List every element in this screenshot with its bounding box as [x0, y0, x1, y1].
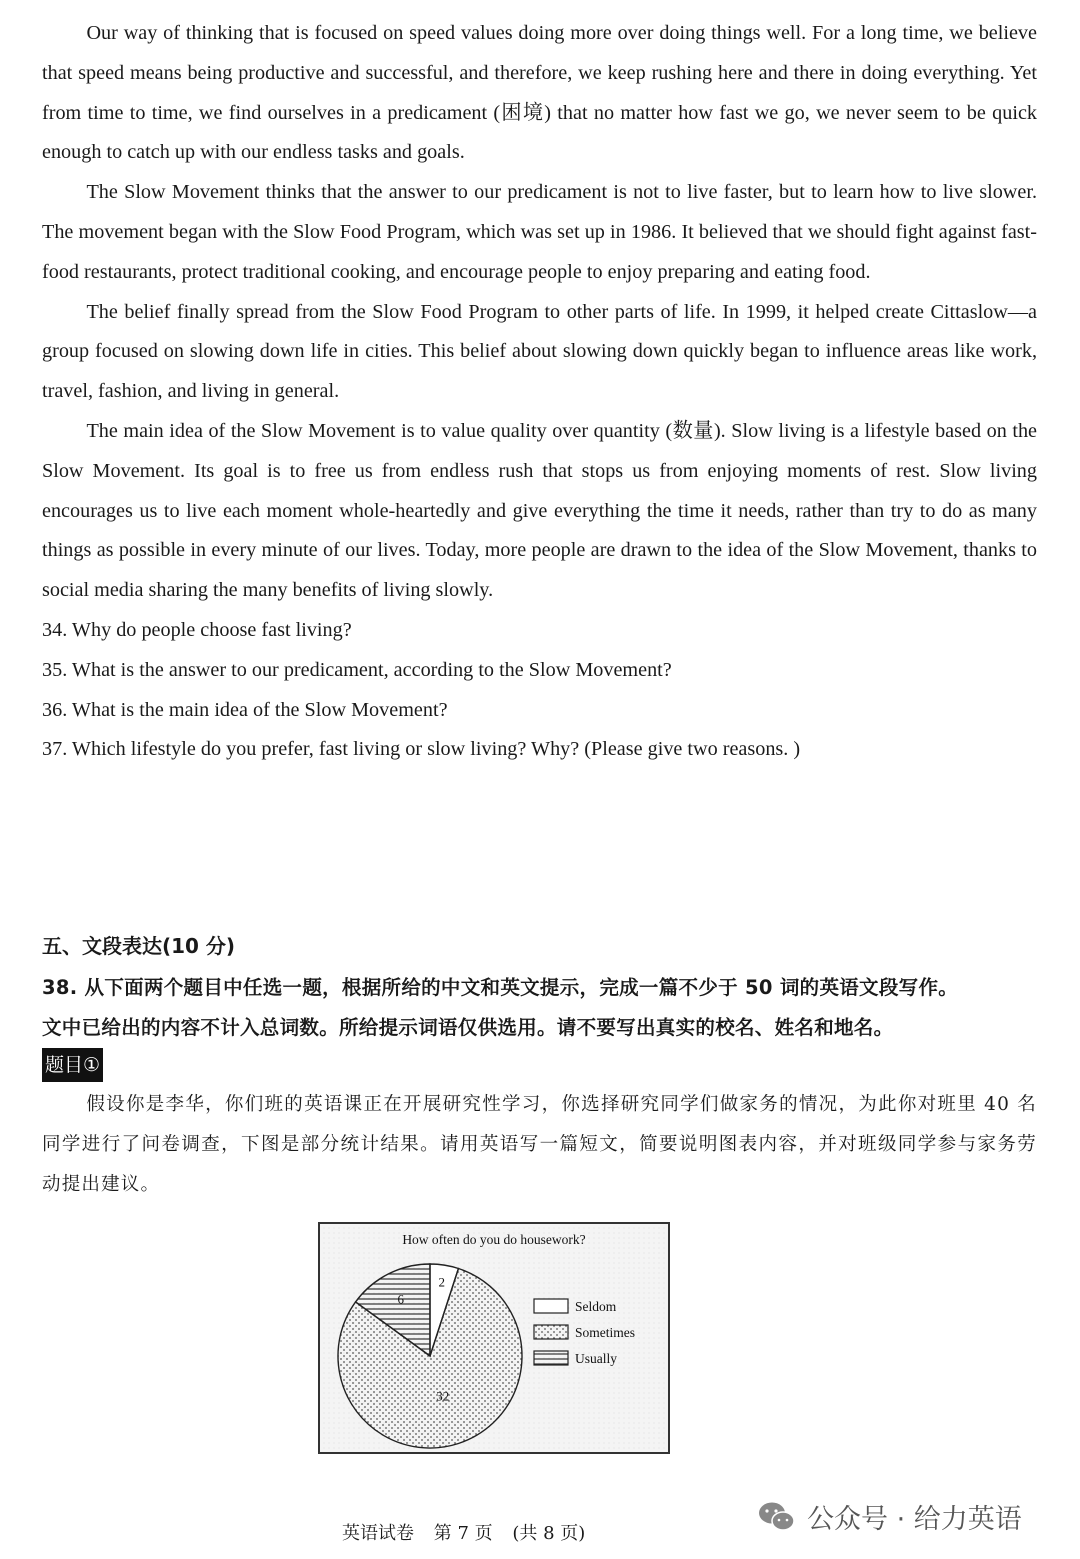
legend-swatch-usually [534, 1351, 568, 1365]
housework-pie-chart [318, 1222, 670, 1454]
task-text: 假设你是李华，你们班的英语课正在开展研究性学习，你选择研究同学们做家务的情况，为此你对班里 40 名同学进行了问卷调查，下图是部分统计结果。请用英语写一篇短文，简要说明图表内容，并对班级同学参与家务劳动提出建议。 [42, 1094, 1037, 1195]
pie-label-usually: 6 [397, 1291, 405, 1307]
question-34: 34. Why do people choose fast living? [42, 618, 352, 641]
watermark [757, 1497, 1022, 1536]
task-description [42, 1085, 1037, 1205]
pie-label-seldom: 2 [438, 1274, 446, 1290]
passage-paragraph-1: Our way of thinking that is focused on speed values doing more over doing things well. For a long time, we believe that speed means being productive and successful, and therefore, we keep rushing here and there in doing everything. Yet from time to time, we find ourselves in a predicament (困境) that no matter how fast we go, we never seem to be quick enough to catch up with our endless tasks and goals. [42, 22, 1037, 164]
instruction-line-2: 文中已给出的内容不计入总词数。所给提示词语仅供选用。请不要写出真实的校名、姓名和地名。 [42, 1016, 894, 1039]
footer-page: 第 7 页 [433, 1523, 493, 1544]
legend-label-usually: Usually [575, 1351, 617, 1366]
watermark-text: 公众号 · 给力英语 [807, 1504, 1022, 1535]
chart-title: How often do you do housework? [402, 1232, 586, 1247]
legend-label-seldom: Seldom [575, 1299, 617, 1314]
page-footer [0, 1504, 1080, 1549]
legend-swatch-sometimes [534, 1325, 568, 1339]
legend-label-sometimes: Sometimes [575, 1325, 635, 1340]
writing-instructions [42, 968, 1042, 1048]
question-37: 37. Which lifestyle do you prefer, fast living or slow living? Why? (Please give two reasons. ) [42, 738, 801, 761]
footer-subject: 英语试卷 [342, 1523, 414, 1544]
footer-text [342, 1519, 599, 1545]
wechat-icon [757, 1500, 797, 1534]
footer-total: (共 8 页) [512, 1523, 586, 1544]
pie-slices [338, 1264, 522, 1448]
passage-paragraph-2: The Slow Movement thinks that the answer to our predicament is not to live faster, but to learn how to live slower. The movement began with the Slow Food Program, which was set up in 1986. It believed that we should fight against fast-food restaurants, protect traditional cooking, and encourage people to enjoy preparing and eating food. [42, 181, 1037, 283]
section-title: 五、文段表达(10 分) [42, 934, 236, 958]
question-36: 36. What is the main idea of the Slow Movement? [42, 698, 448, 721]
instruction-line-1: 38. 从下面两个题目中任选一题，根据所给的中文和英文提示，完成一篇不少于 50 词的英语文段写作。 [42, 976, 959, 999]
question-35: 35. What is the answer to our predicament, according to the Slow Movement? [42, 658, 672, 681]
topic-tag: 题目① [42, 1048, 103, 1082]
pie-label-sometimes: 32 [436, 1388, 450, 1404]
reading-passage [42, 14, 1037, 770]
passage-paragraph-3: The belief finally spread from the Slow Food Program to other parts of life. In 1999, it helped create Cittaslow—a group focused on slowing down life in cities. This belief about slowing down quickly began to influence areas like work, travel, fashion, and living in general. [42, 300, 1037, 403]
legend-swatch-seldom [534, 1299, 568, 1313]
passage-paragraph-4: The main idea of the Slow Movement is to value quality over quantity (数量). Slow living is a lifestyle based on the Slow Movement. Its goal is to free us from endless rush that stops us from enjoying moments of rest. Slow living encourages us to live each moment whole-heartedly and give everything the time it needs, rather than try to do as many things as possible in every minute of our lives. Today, more people are drawn to the idea of the Slow Movement, thanks to social media sharing the many benefits of living slowly. [42, 419, 1037, 602]
